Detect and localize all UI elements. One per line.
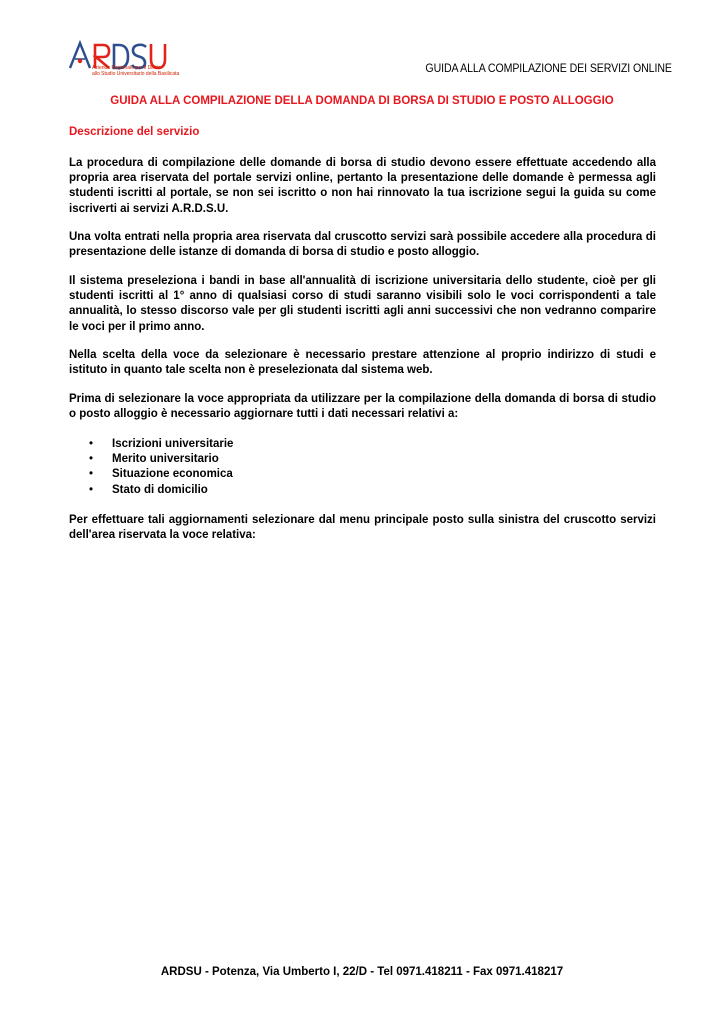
bullet-icon: • (89, 453, 94, 466)
ardsu-logo (68, 40, 180, 82)
bullet-icon: • (89, 483, 94, 496)
paragraph-menu-instructions: Per effettuare tali aggiornamenti selezionare dal menu principale posto sulla sinistra del cruscotto servizi dell'area riservata la voce relativa: (69, 514, 656, 542)
list-item: • Situazione economica (69, 467, 233, 482)
footer-contact: ARDSU - Potenza, Via Umberto I, 22/D - Tel 0971.418211 - Fax 0971.418217 (160, 966, 564, 978)
paragraph-scelta-voce: Nella scelta della voce da selezionare è necessario prestare attenzione al proprio indirizzo di studi e istituto in quanto tale scelta non è preselezionata dal sistema web. (69, 349, 656, 377)
section-heading: Descrizione del servizio (69, 126, 200, 138)
paragraph-preselezione: Il sistema preseleziona i bandi in base all'annualità di iscrizione universitaria dello studente, cioè per gli studenti iscritti al 1° anno di qualsiasi corso di studi saranno visibili solo le voci corrispondenti a tale annualità, lo stesso discorso vale per gli studenti iscritti agli anni successivi che non vedranno comparire le voci per il primo anno. (69, 275, 656, 333)
document-title: GUIDA ALLA COMPILAZIONE DELLA DOMANDA DI BORSA DI STUDIO E POSTO ALLOGGIO (110, 95, 614, 107)
paragraph-area-riservata: Una volta entrati nella propria area riservata dal cruscotto servizi sarà possibile accedere alla procedura di presentazione delle istanze di domanda di borsa di studio e posto alloggio. (69, 231, 656, 259)
list-item: • Stato di domicilio (69, 483, 233, 498)
paragraph-aggiornamento: Prima di selezionare la voce appropriata da utilizzare per la compilazione della domanda di borsa di studio o posto alloggio è necessario aggiornare tutti i dati necessari relativi a: (69, 393, 656, 421)
header-guide-label: GUIDA ALLA COMPILAZIONE DEI SERVIZI ONLINE (425, 63, 672, 75)
bullet-icon: • (89, 438, 94, 450)
list-item: • Merito universitario (69, 452, 233, 467)
paragraph-procedure: La procedura di compilazione delle domande di borsa di studio devono essere effettuate accedendo alla propria area riservata del portale servizi online, pertanto la presentazione delle domande è permessa agli studenti iscritti al portale, se non sei iscritto o non hai rinnovato la tua iscrizione segui la guida su come iscriverti ai servizi A.R.D.S.U. (69, 157, 656, 215)
data-requirements-list (69, 437, 233, 498)
logo-subtitle: Azienda Regionale per il Diritto allo Studio Universitario della Basilicata (92, 65, 180, 77)
bullet-icon: • (89, 468, 94, 481)
list-item: • Iscrizioni universitarie (69, 437, 233, 452)
